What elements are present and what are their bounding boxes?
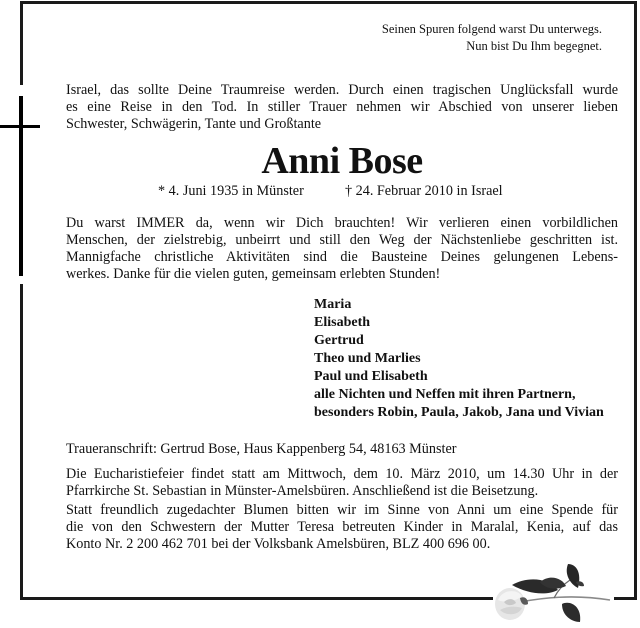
death-date: † 24. Februar 2010 in Israel: [345, 183, 503, 199]
intro-paragraph: [66, 82, 618, 133]
mourner: Paul und Elisabeth: [314, 369, 428, 384]
service-line: Die Eucharistiefeier findet statt am Mittwoch, dem 10. März 2010, um 14.30 Uhr in der: [66, 466, 618, 482]
frame-border-left-upper: [20, 1, 23, 85]
mourner: alle Nichten und Neffen mit ihren Partnern,: [314, 387, 576, 402]
donation-paragraph: [66, 502, 618, 553]
mourner: Theo und Marlies: [314, 351, 421, 366]
service-paragraph: [66, 466, 618, 500]
frame-border-right: [634, 1, 637, 600]
tribute-paragraph: [66, 215, 618, 283]
deceased-name: Anni Bose: [261, 140, 423, 182]
cross-horizontal-bar: [0, 125, 40, 128]
motto-verse: [382, 21, 602, 55]
intro-line: Israel, das sollte Deine Traumreise werden. Durch einen tragischen Unglücksfall wurde: [66, 82, 618, 98]
birth-date: * 4. Juni 1935 in Münster: [158, 183, 304, 199]
mourners-list: [314, 296, 604, 422]
frame-border-bottom-right: [614, 597, 637, 600]
intro-line: es eine Reise in den Tod. In stiller Trauer nehmen wir Abschied von unserer lieben: [66, 99, 618, 115]
donation-line: Statt freundlich zugedachter Blumen bitten wir im Sinne von Anni um eine Spende für: [66, 502, 618, 518]
motto-line: Nun bist Du Ihm begegnet.: [466, 39, 602, 53]
frame-border-bottom-left: [20, 597, 493, 600]
mourning-address: Traueranschrift: Gertrud Bose, Haus Kappenberg 54, 48163 Münster: [66, 441, 457, 457]
intro-line: Schwester, Schwägerin, Tante und Großtante: [66, 116, 322, 132]
tribute-line: Menschen, der zielstrebig, unbeirrt und still den Weg der Nächstenliebe geschritten ist.: [66, 232, 618, 248]
tribute-line: werkes. Danke für die vielen guten, gemeinsam erlebten Stunden!: [66, 266, 441, 282]
mourner: besonders Robin, Paula, Jakob, Jana und Vivian: [314, 405, 604, 420]
service-line: Pfarrkirche St. Sebastian in Münster-Amelsbüren. Anschließend ist die Beisetzung.: [66, 483, 539, 499]
rose-icon: [492, 560, 616, 626]
mourner: Gertrud: [314, 333, 364, 348]
mourner: Maria: [314, 297, 352, 312]
frame-border-left-lower: [20, 284, 23, 600]
donation-line: Konto Nr. 2 200 462 701 bei der Volksbank Amelsbüren, BLZ 400 696 00.: [66, 536, 491, 552]
tribute-line: Mannigfache christliche Aktivitäten sind die Bausteine Deines gelungenen Lebens-: [66, 249, 618, 265]
motto-line: Seinen Spuren folgend warst Du unterwegs.: [381, 22, 602, 36]
cross-vertical-bar: [19, 96, 23, 276]
frame-border-top: [20, 1, 637, 4]
mourner: Elisabeth: [314, 315, 371, 330]
donation-line: die von den Schwestern der Mutter Teresa betreuten Kinder in Maralal, Kenia, auf das: [66, 519, 618, 535]
tribute-line: Du warst IMMER da, wenn wir Dich brauchten! Wir verlieren einen vorbildlichen: [66, 215, 618, 231]
